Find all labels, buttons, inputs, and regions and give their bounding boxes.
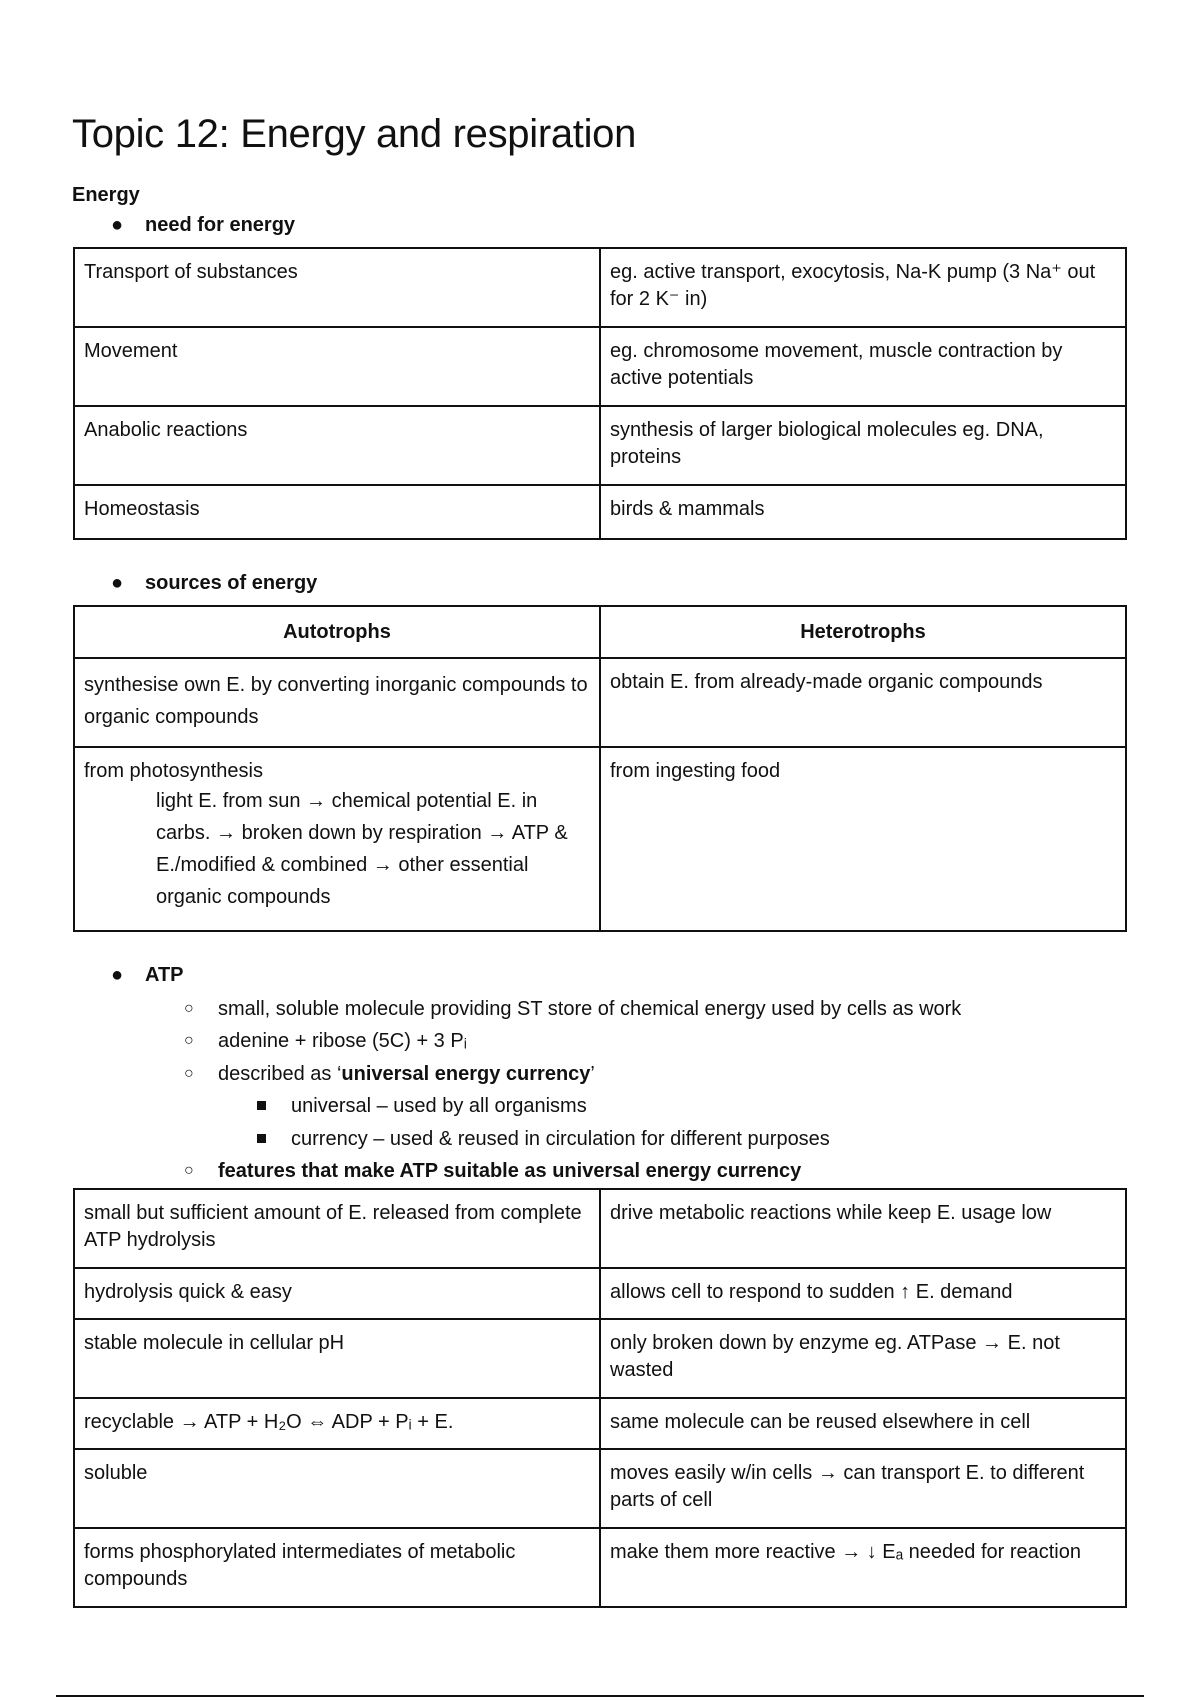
column-header: Heterotrophs: [600, 606, 1126, 658]
atp-subpoint-text: currency – used & reused in circulation for different purposes: [291, 1128, 830, 1150]
column-header: Autotrophs: [74, 606, 600, 658]
atp-subpoint: [291, 1093, 587, 1119]
table-cell: hydrolysis quick & easy: [74, 1268, 600, 1319]
atp-point-text: small, soluble molecule providing ST store of chemical energy used by cells as work: [218, 998, 962, 1020]
table-row: [74, 1528, 1126, 1607]
hollow-circle-icon: ○: [184, 1000, 194, 1017]
atp-point-text: adenine + ribose (5C) + 3 Pᵢ: [218, 1030, 467, 1052]
bullet-label: sources of energy: [145, 572, 318, 594]
table-row: [74, 485, 1126, 539]
atp-point: [184, 1061, 595, 1087]
cell-line: from photosynthesis: [84, 760, 263, 782]
atp-features-table: [73, 1188, 1127, 1608]
table-cell: eg. chromosome movement, muscle contraction by active potentials: [600, 327, 1126, 406]
table-cell: drive metabolic reactions while keep E. usage low: [600, 1189, 1126, 1268]
table-row: [74, 248, 1126, 327]
bullet-sources-of-energy: [111, 572, 318, 595]
bullet-need-for-energy: [111, 214, 296, 237]
table-row: [74, 1398, 1126, 1449]
table-row: [74, 1319, 1126, 1398]
bullet-atp: [111, 964, 184, 987]
need-for-energy-table: [73, 247, 1127, 540]
table-cell: eg. active transport, exocytosis, Na-K pump (3 Na⁺ out for 2 K⁻ in): [600, 248, 1126, 327]
table-cell: Transport of substances: [74, 248, 600, 327]
table-cell: synthesis of larger biological molecules eg. DNA, proteins: [600, 406, 1126, 485]
table-cell: Movement: [74, 327, 600, 406]
cell-indented-text: light E. from sun → chemical potential E. in carbs. → broken down by respiration → ATP & E./modified & combined → other essential organic compounds: [156, 790, 568, 908]
table-row: [74, 327, 1126, 406]
atp-point-text: described as ‘: [218, 1063, 342, 1085]
table-cell: same molecule can be reused elsewhere in cell: [600, 1398, 1126, 1449]
table-cell: allows cell to respond to sudden ↑ E. demand: [600, 1268, 1126, 1319]
table-cell: from ingesting food: [600, 747, 1126, 931]
hollow-circle-icon: ○: [184, 1162, 194, 1179]
table-row: [74, 406, 1126, 485]
table-cell: Homeostasis: [74, 485, 600, 539]
table-cell: small but sufficient amount of E. released from complete ATP hydrolysis: [74, 1189, 600, 1268]
page-bottom-rule: [56, 1695, 1144, 1697]
atp-point-bold: universal energy currency: [341, 1063, 591, 1085]
bullet-label: ATP: [145, 964, 184, 986]
table-cell: soluble: [74, 1449, 600, 1528]
bullet-dot-icon: ●: [111, 572, 124, 594]
table-row: [74, 747, 1126, 931]
atp-subpoint-text: universal – used by all organisms: [291, 1095, 587, 1117]
sources-of-energy-table: [73, 605, 1127, 932]
atp-subpoint: [291, 1126, 830, 1152]
table-cell: Anabolic reactions: [74, 406, 600, 485]
table-cell: birds & mammals: [600, 485, 1126, 539]
table-cell: make them more reactive → ↓ Eₐ needed for reaction: [600, 1528, 1126, 1607]
atp-point: [184, 1028, 467, 1054]
bullet-dot-icon: ●: [111, 214, 124, 236]
section-heading-energy: Energy: [72, 184, 140, 206]
bullet-label: need for energy: [145, 214, 296, 236]
square-bullet-icon: [257, 1134, 266, 1143]
table-row: [74, 658, 1126, 747]
page-title: Topic 12: Energy and respiration: [72, 112, 637, 156]
atp-point-text: ’: [590, 1063, 595, 1085]
table-cell: moves easily w/in cells → can transport E. to different parts of cell: [600, 1449, 1126, 1528]
table-cell: stable molecule in cellular pH: [74, 1319, 600, 1398]
atp-point: [184, 996, 962, 1022]
bullet-dot-icon: ●: [111, 964, 124, 986]
table-cell: recyclable → ATP + H₂O ⇔ ADP + Pᵢ + E.: [74, 1398, 600, 1449]
atp-point-text: features that make ATP suitable as universal energy currency: [218, 1160, 802, 1182]
table-cell: obtain E. from already-made organic compounds: [600, 658, 1126, 747]
table-cell: only broken down by enzyme eg. ATPase → E. not wasted: [600, 1319, 1126, 1398]
hollow-circle-icon: ○: [184, 1032, 194, 1049]
atp-point: [184, 1158, 802, 1184]
hollow-circle-icon: ○: [184, 1065, 194, 1082]
table-cell: forms phosphorylated intermediates of metabolic compounds: [74, 1528, 600, 1607]
table-row: [74, 1449, 1126, 1528]
table-header-row: [74, 606, 1126, 658]
square-bullet-icon: [257, 1101, 266, 1110]
table-row: [74, 1189, 1126, 1268]
table-cell: [74, 747, 600, 931]
table-cell: synthesise own E. by converting inorganic compounds to organic compounds: [74, 658, 600, 747]
table-row: [74, 1268, 1126, 1319]
